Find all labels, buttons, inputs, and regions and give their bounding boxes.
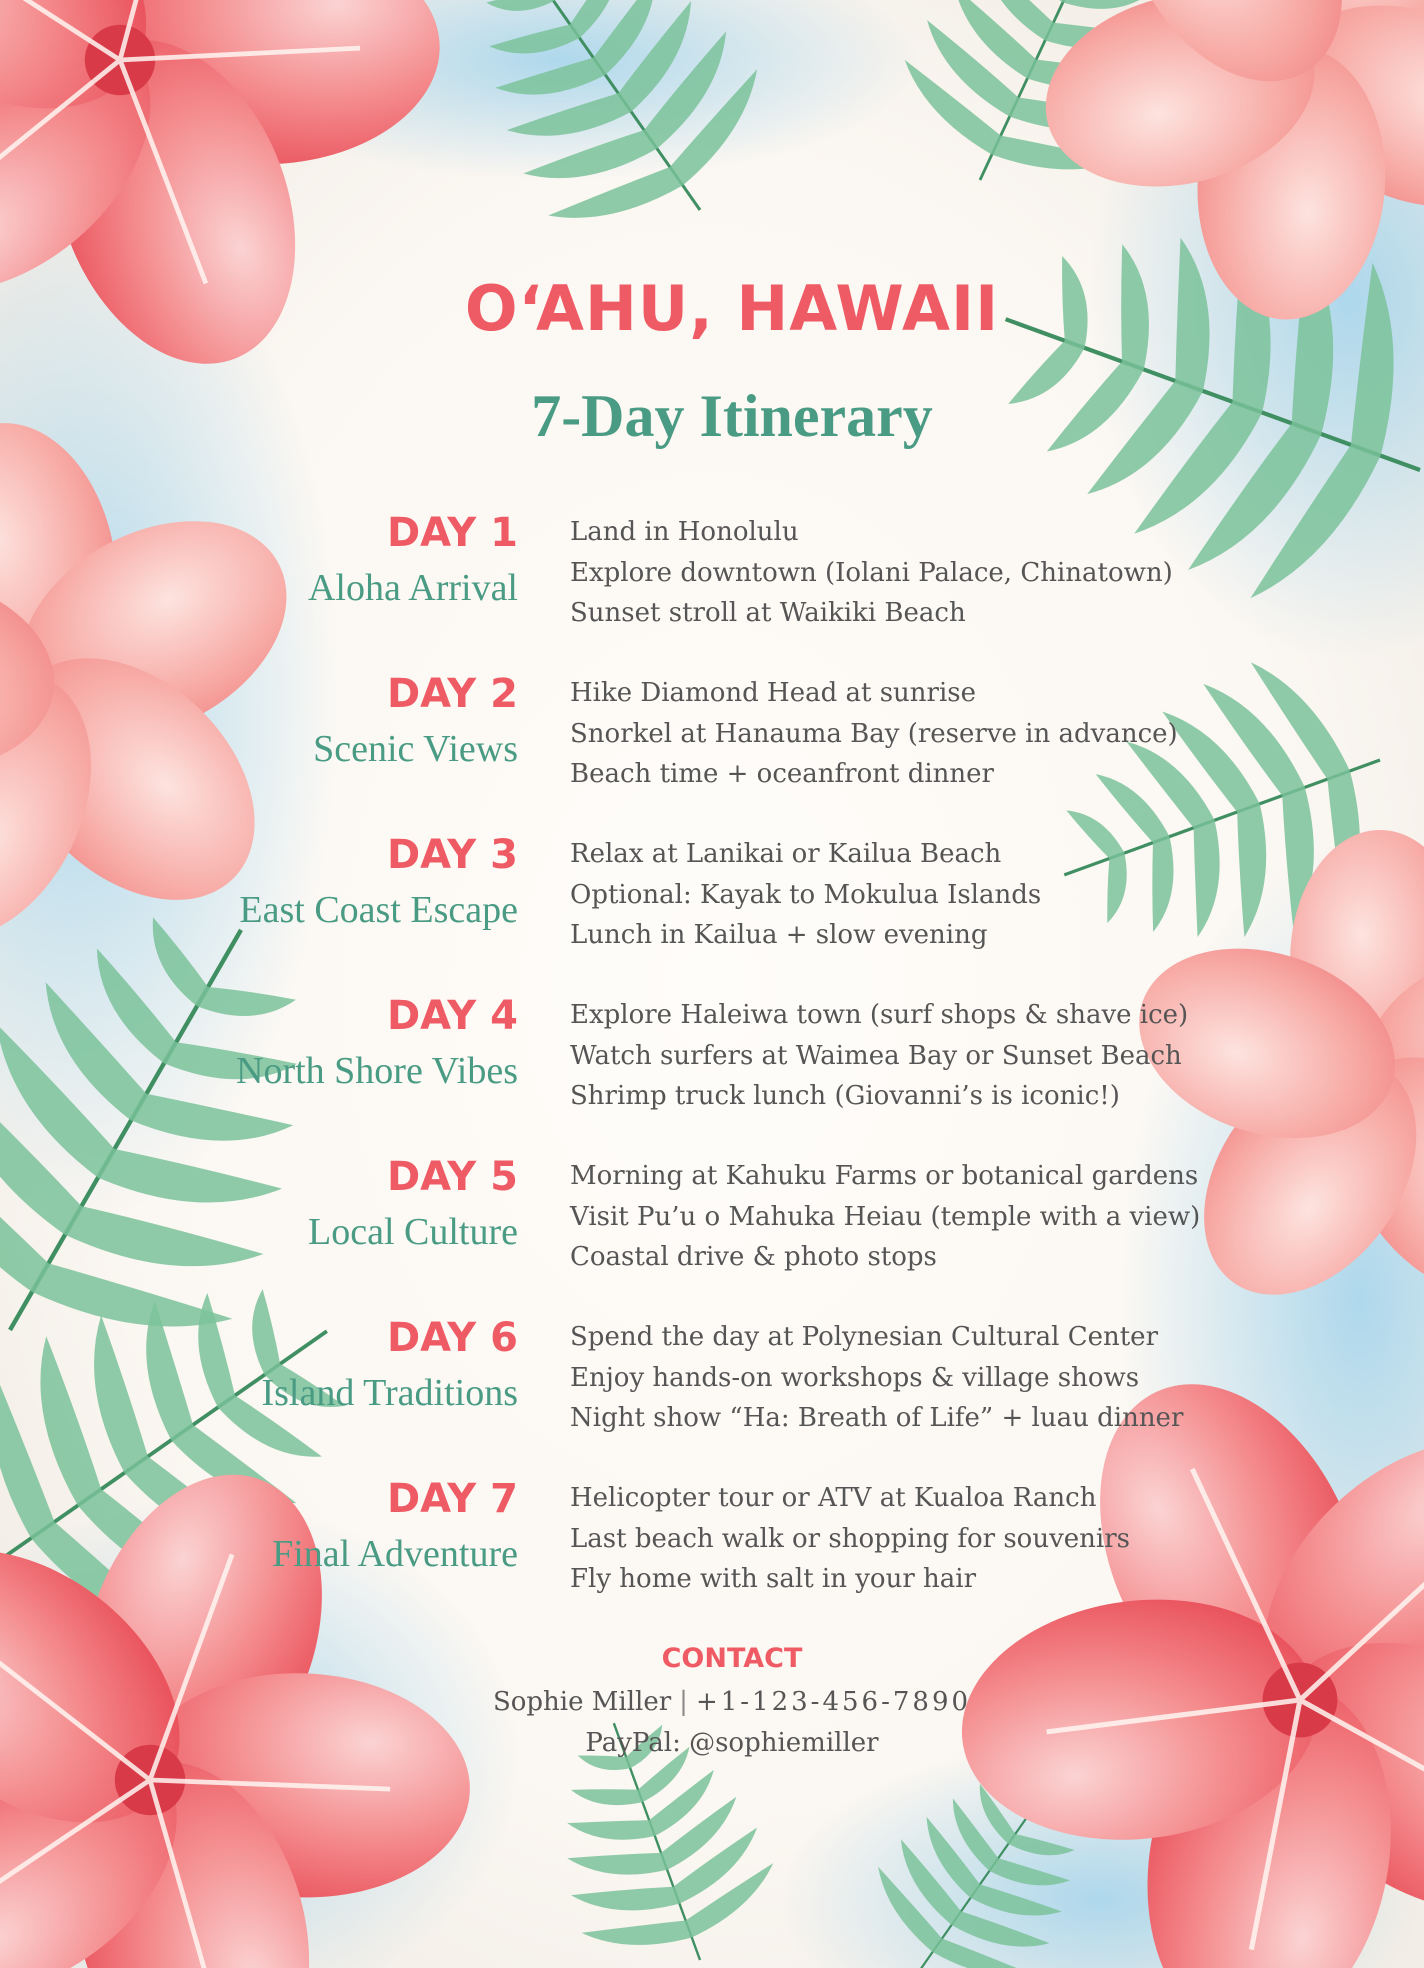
contact-separator: | — [679, 1687, 688, 1717]
activity-item: Last beach walk or shopping for souvenirs — [570, 1523, 1130, 1554]
activity-item: Explore downtown (Iolani Palace, Chinatown) — [570, 557, 1173, 588]
day-1-block — [0, 510, 1424, 630]
activity-item: Optional: Kayak to Mokulua Islands — [570, 879, 1042, 910]
contact-heading: CONTACT — [661, 1643, 803, 1674]
day-theme: East Coast Escape — [239, 889, 518, 931]
activity-item: Spend the day at Polynesian Cultural Center — [570, 1322, 1158, 1352]
day-4-block — [0, 993, 1424, 1113]
day-label: DAY 5 — [386, 1154, 518, 1200]
day-label: DAY 1 — [386, 510, 518, 556]
activity-item: Helicopter tour or ATV at Kualoa Ranch — [570, 1483, 1097, 1513]
activity-list — [570, 834, 1041, 956]
day-theme: Scenic Views — [313, 728, 518, 770]
activity-item: Watch surfers at Waimea Bay or Sunset Beach — [570, 1040, 1182, 1071]
day-theme: North Shore Vibes — [236, 1050, 518, 1092]
contact-name: Sophie Miller — [492, 1687, 672, 1717]
activity-item: Enjoy hands-on workshops & village shows — [570, 1362, 1140, 1393]
activity-item: Night show “Ha: Breath of Life” + luau dinner — [570, 1403, 1184, 1433]
activity-list — [570, 673, 1178, 795]
activity-item: Fly home with salt in your hair — [570, 1564, 977, 1594]
activity-list — [570, 1478, 1130, 1600]
activity-item: Relax at Lanikai or Kailua Beach — [570, 839, 1002, 869]
page-title: O‘AHU, HAWAII — [464, 272, 1000, 345]
activity-item: Lunch in Kailua + slow evening — [570, 920, 988, 950]
day-theme: Local Culture — [308, 1211, 518, 1253]
day-6-block — [0, 1315, 1424, 1435]
day-theme: Island Traditions — [261, 1372, 518, 1414]
activity-item: Coastal drive & photo stops — [570, 1242, 937, 1272]
activity-item: Morning at Kahuku Farms or botanical gardens — [570, 1161, 1199, 1191]
day-theme: Final Adventure — [272, 1533, 518, 1575]
activity-item: Hike Diamond Head at sunrise — [570, 678, 977, 708]
day-3-block — [0, 832, 1424, 952]
day-2-block — [0, 671, 1424, 791]
contact-name-phone — [0, 1684, 1424, 1720]
activity-item: Shrimp truck lunch (Giovanni’s is iconic!) — [570, 1081, 1120, 1111]
activity-item: Land in Honolulu — [570, 517, 799, 547]
day-label: DAY 2 — [386, 671, 518, 717]
activity-item: Sunset stroll at Waikiki Beach — [570, 598, 966, 628]
day-label: DAY 6 — [386, 1315, 518, 1361]
activity-item: Visit Pu’u o Mahuka Heiau (temple with a view) — [570, 1201, 1201, 1232]
activity-item: Snorkel at Hanauma Bay (reserve in advance) — [570, 718, 1178, 749]
page-subtitle: 7-Day Itinerary — [531, 383, 933, 449]
activity-list — [570, 1317, 1183, 1439]
activity-list — [570, 512, 1173, 634]
activity-item: Beach time + oceanfront dinner — [570, 759, 994, 789]
day-label: DAY 3 — [386, 832, 518, 878]
activity-list — [570, 995, 1188, 1117]
day-5-block — [0, 1154, 1424, 1274]
day-label: DAY 7 — [386, 1476, 518, 1522]
contact-phone[interactable]: +1-123-456-7890 — [695, 1687, 972, 1717]
day-theme: Aloha Arrival — [307, 567, 518, 609]
activity-list — [570, 1156, 1200, 1278]
contact-paypal[interactable]: PayPal: @sophiemiller — [585, 1728, 879, 1758]
activity-item: Explore Haleiwa town (surf shops & shave ice) — [570, 1000, 1189, 1030]
day-7-block — [0, 1476, 1424, 1596]
day-label: DAY 4 — [386, 993, 518, 1039]
